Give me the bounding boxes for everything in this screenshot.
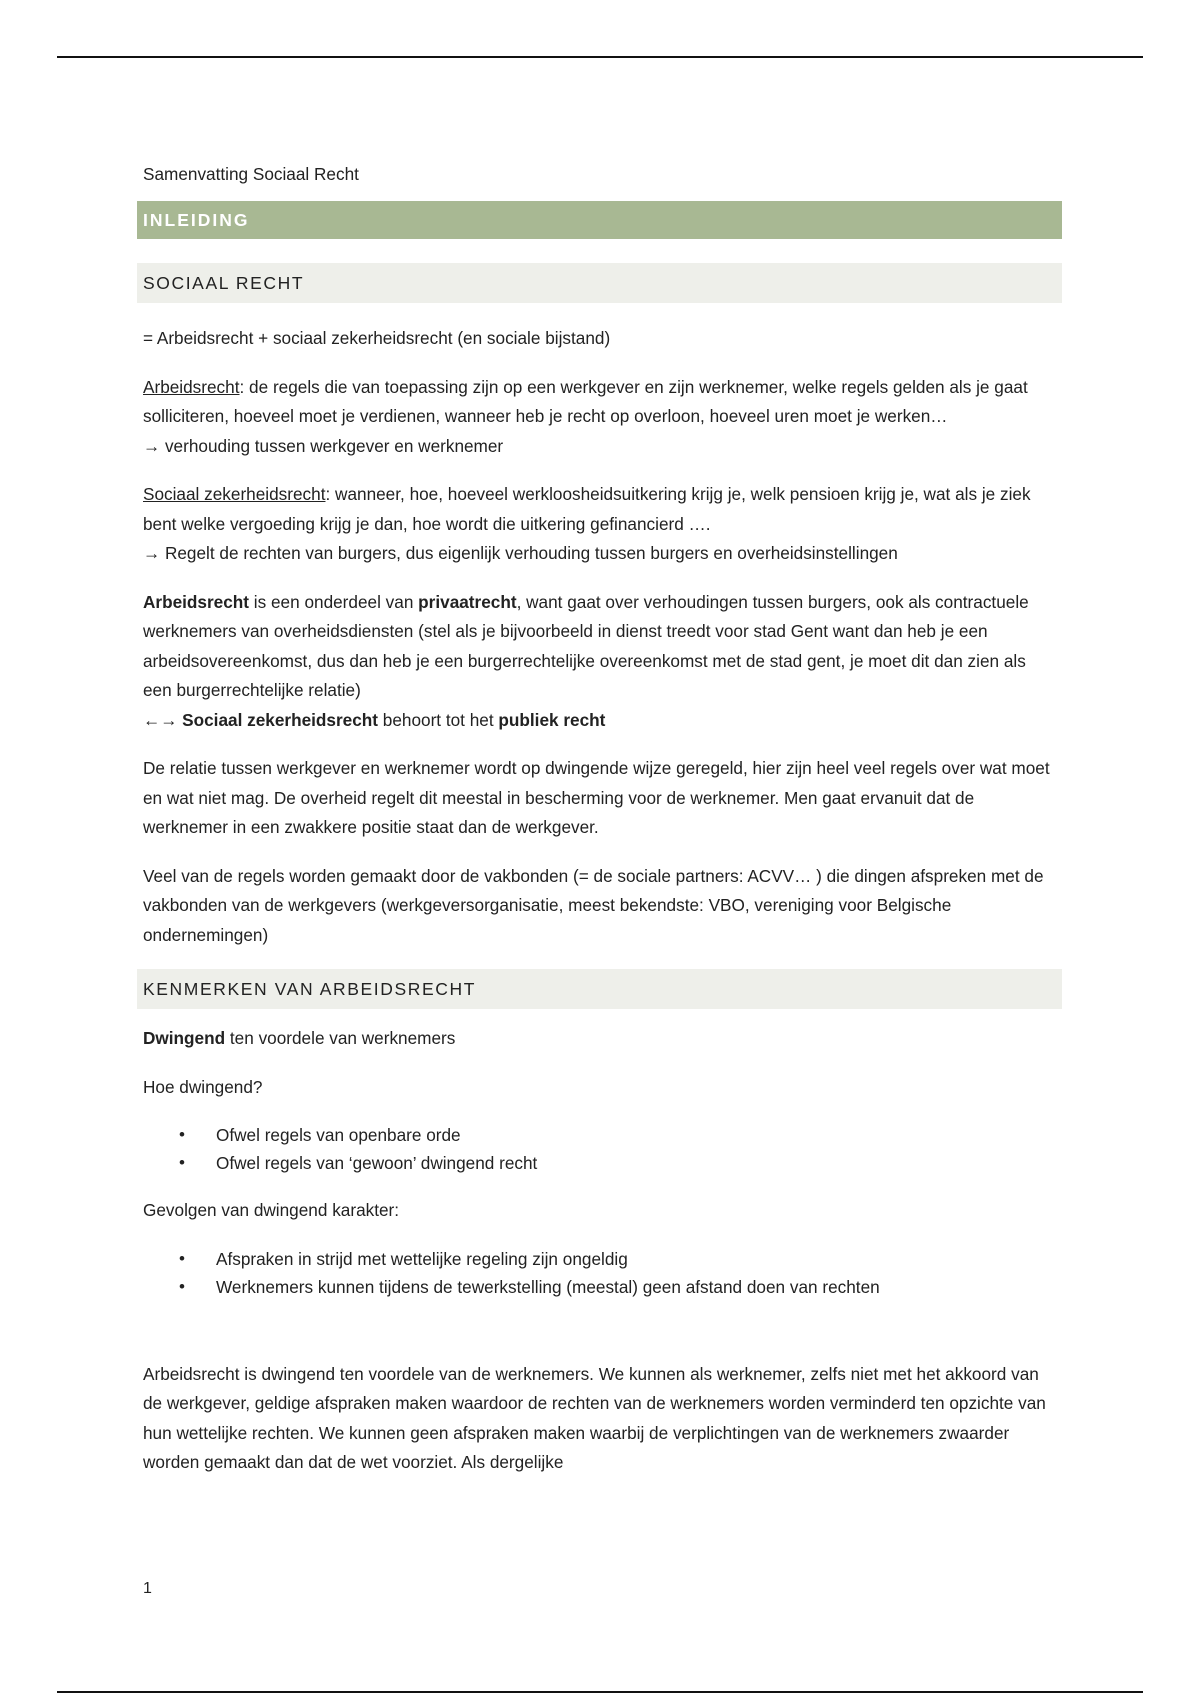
paragraph-sociaal-zekerheidsrecht: [143, 480, 1058, 569]
bold-privaatrecht: privaatrecht: [418, 591, 517, 612]
list-item: • Werknemers kunnen tijdens de tewerkstelling (meestal) geen afstand doen van rechten: [143, 1273, 1058, 1301]
text-fragment: ten voordele van werknemers: [225, 1028, 456, 1048]
term-sociaal-zekerheidsrecht: Sociaal zekerheidsrecht: [143, 484, 326, 504]
double-arrow: ←→: [143, 709, 183, 730]
list-item: • Afspraken in strijd met wettelijke regeling zijn ongeldig: [143, 1245, 1058, 1273]
bold-sociaal-zekerheidsrecht: Sociaal zekerheidsrecht: [182, 709, 378, 730]
paragraph-dwingend: [143, 1024, 1058, 1054]
bold-arbeidsrecht: Arbeidsrecht: [143, 591, 250, 612]
paragraph-hoe-dwingend: Hoe dwingend?: [143, 1076, 263, 1097]
list-item: • Ofwel regels van openbare orde: [143, 1121, 1058, 1149]
term-arbeidsrecht: Arbeidsrecht: [143, 376, 240, 397]
page-number: 1: [143, 1580, 152, 1597]
paragraph-intro: = Arbeidsrecht + sociaal zekerheidsrecht (en sociale bijstand): [143, 328, 611, 348]
paragraph-closing: Arbeidsrecht is dwingend ten voordele van de werknemers. We kunnen als werknemer, zelfs niet met het akkoord van de werkgever, geldige afspraken maken waardoor de rechten van de werknemers worden verminderd ten opzichte van hun wettelijke rechten. We kunnen geen afspraken maken waarbij de verplichtingen van de werknemers zwaarder worden gemaakt dan dat de wet voorziet. Als dergelijke: [143, 1363, 1046, 1472]
list-hoe-dwingend: [143, 1121, 1058, 1177]
text-fragment: , want gaat over verhoudingen tussen burgers, ook als contractuele werknemers van overheidsdiensten (stel als je bijvoorbeeld in dienst treedt voor stad Gent want dan heb je een arbeidsovereenkomst, dus dan heb je een burgerrechtelijke overeenkomst met de stad gent, je moet dit dan zien als een burgerrechtelijke relatie): [143, 591, 1029, 700]
definition-arbeidsrecht: : de regels die van toepassing zijn op een werkgever en zijn werknemer, welke regels gelden als je gaat solliciteren, hoeveel moet je verdienen, wanneer heb je recht op overloon, hoeveel uren moet je werken…: [143, 376, 1028, 426]
heading-inleiding: INLEIDING: [137, 201, 1062, 239]
document-title: Samenvatting Sociaal Recht: [143, 164, 359, 184]
document-page: [143, 162, 1058, 1497]
paragraph-gevolgen: Gevolgen van dwingend karakter:: [143, 1200, 400, 1220]
paragraph-vakbonden: Veel van de regels worden gemaakt door de vakbonden (= de sociale partners: ACVV… ) die dingen afspreken met de vakbonden van de werkgevers (werkgeversorganisatie, meest bekendste: VBO, vereniging voor Belgische ondernemingen): [143, 865, 1044, 945]
text-fragment: behoort tot het: [378, 709, 499, 730]
bold-publiek-recht: publiek recht: [498, 709, 606, 730]
list-item: • Ofwel regels van ‘gewoon’ dwingend recht: [143, 1149, 1058, 1177]
paragraph-privaatrecht: [143, 588, 1058, 736]
header-rule: [57, 56, 1143, 58]
heading-sociaal-recht: SOCIAAL RECHT: [137, 263, 1062, 303]
text-fragment: is een onderdeel van: [249, 591, 419, 612]
footer-rule: [57, 1691, 1143, 1693]
arrow-line-szr: → Regelt de rechten van burgers, dus eigenlijk verhouding tussen burgers en overheidsinstellingen: [143, 543, 898, 563]
list-gevolgen: [143, 1245, 1058, 1301]
bold-dwingend: Dwingend: [143, 1028, 226, 1048]
arrow-line-arbeidsrecht: → verhouding tussen werkgever en werknemer: [143, 435, 504, 456]
paragraph-arbeidsrecht: [143, 373, 1058, 462]
definition-sociaal-zekerheidsrecht: : wanneer, hoe, hoeveel werkloosheidsuitkering krijg je, welk pensioen krijg je, wat als je ziek bent welke vergoeding krijg je dan, hoe wordt die uitkering gefinancierd ….: [143, 484, 1031, 534]
heading-kenmerken: KENMERKEN VAN ARBEIDSRECHT: [137, 969, 1062, 1009]
paragraph-relatie: De relatie tussen werkgever en werknemer wordt op dwingende wijze geregeld, hier zijn heel veel regels over wat moet en wat niet mag. De overheid regelt dit meestal in bescherming voor de werknemer. Men gaat ervanuit dat de werknemer in een zwakkere positie staat dan de werkgever.: [143, 758, 1050, 837]
